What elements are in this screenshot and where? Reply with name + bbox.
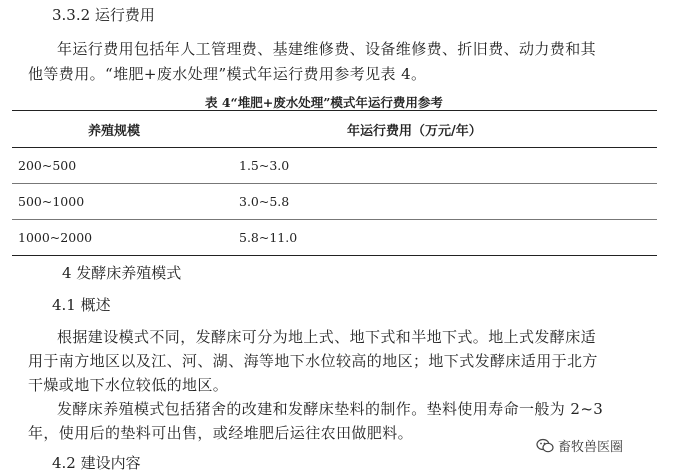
table-cell: 1000~2000: [18, 230, 93, 245]
table-header-row: [12, 111, 657, 148]
table-row: [12, 148, 657, 184]
watermark: [536, 436, 623, 455]
table-cell: 200~500: [18, 158, 77, 173]
wechat-icon: [536, 438, 554, 454]
table-cell: 500~1000: [18, 194, 85, 209]
paragraph-line: 发酵床养殖模式包括猪舍的改建和发酵床垫料的制作。垫料使用寿命一般为 2~3: [57, 400, 604, 418]
table-cell: 5.8~11.0: [239, 230, 298, 245]
paragraph-line: 干燥或地下水位较低的地区。: [28, 376, 229, 394]
paragraph-line: 用于南方地区以及江、河、湖、海等地下水位较高的地区；地下式发酵床适用于北方: [28, 352, 598, 370]
section-heading-4: 4 发酵床养殖模式: [62, 264, 182, 282]
table-caption: 表 4“堆肥+废水处理”模式年运行费用参考: [205, 95, 443, 110]
cost-table: [12, 110, 657, 256]
column-header-cost: 年运行费用（万元/年）: [347, 123, 482, 139]
table-cell: 3.0~5.8: [239, 194, 290, 209]
section-heading-4-2: 4.2 建设内容: [52, 454, 141, 472]
paragraph-line: 根据建设模式不同，发酵床可分为地上式、地下式和半地下式。地上式发酵床适: [57, 328, 597, 346]
paragraph-line: 他等费用。“堆肥+废水处理”模式年运行费用参考见表 4。: [28, 65, 427, 83]
watermark-text: 畜牧兽医圈: [558, 440, 624, 455]
column-header-scale: 养殖规模: [88, 123, 141, 139]
section-heading-3-3-2: 3.3.2 运行费用: [52, 6, 155, 24]
table-row: [12, 220, 657, 256]
table-row: [12, 184, 657, 220]
section-heading-4-1: 4.1 概述: [52, 296, 111, 314]
paragraph-line: 年运行费用包括年人工管理费、基建维修费、设备维修费、折旧费、动力费和其: [57, 40, 597, 58]
table-cell: 1.5~3.0: [239, 158, 290, 173]
paragraph-line: 年，使用后的垫料可出售，或经堆肥后运往农田做肥料。: [28, 424, 414, 442]
